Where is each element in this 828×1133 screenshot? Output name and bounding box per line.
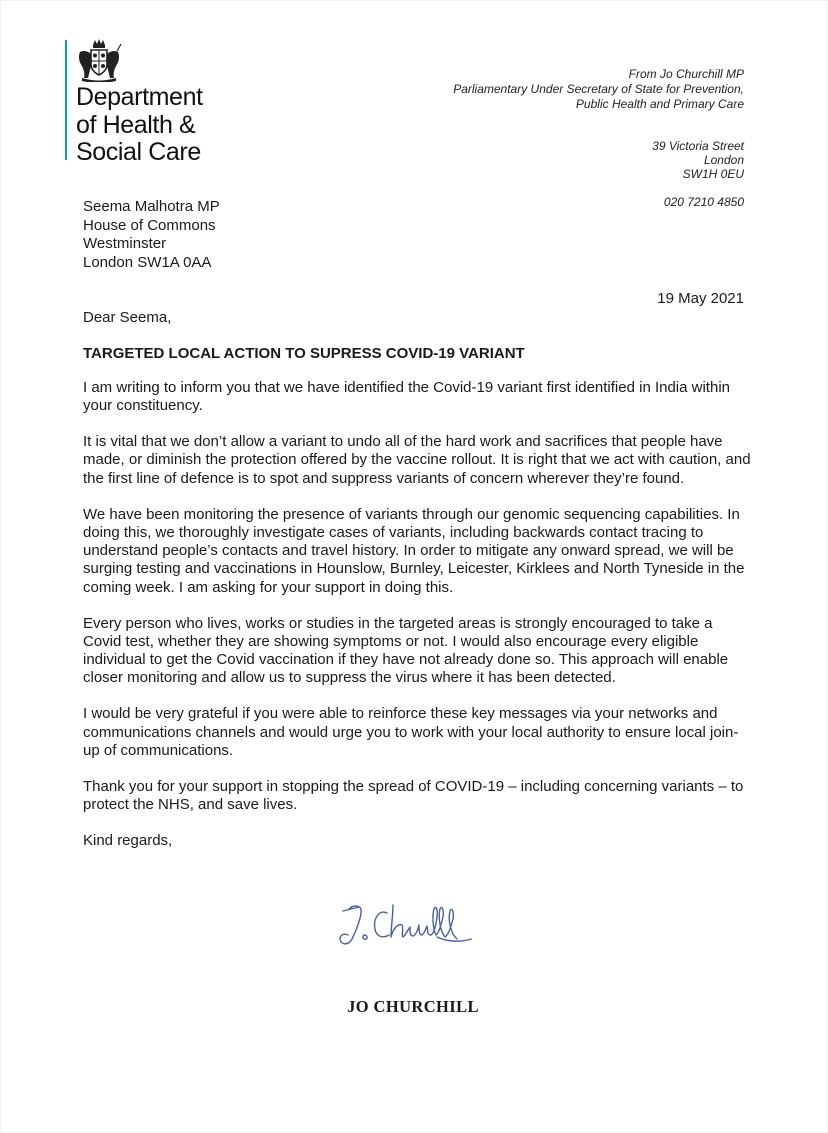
recipient-line: Westminster [83, 235, 167, 252]
salutation: Dear Seema, [83, 309, 172, 326]
letter-body [83, 309, 753, 868]
body-paragraph: I would be very grateful if you were able to reinforce these key messages via your networks and communications channels and would urge you to work with your local authority to ensure local join-up of communications. [83, 705, 739, 759]
sender-from: From Jo Churchill MP [628, 67, 744, 81]
department-name-line: of Health & [76, 110, 196, 139]
sender-address-line: 39 Victoria Street [652, 139, 744, 153]
recipient-line: House of Commons [83, 216, 216, 234]
department-name [76, 84, 276, 167]
letter-date: 19 May 2021 [657, 290, 744, 307]
letter-subject: TARGETED LOCAL ACTION TO SUPRESS COVID-19 VARIANT [83, 344, 525, 362]
body-paragraph: I am writing to inform you that we have identified the Covid-19 variant first identified in India within your constituency. [83, 379, 730, 415]
body-paragraph: Every person who lives, works or studies in the targeted areas is strongly encouraged to take a Covid test, whether they are showing symptoms or not. I would also encourage every eligible individual to get the Covid vaccination if they have not already done so. This approach will enable closer monitoring and allow us to suppress the virus where it has been detected. [83, 614, 729, 687]
recipient-line: Seema Malhotra MP [83, 198, 220, 215]
closing: Kind regards, [83, 831, 173, 849]
sender-title-line-2: Public Health and Primary Care [575, 97, 744, 111]
sender-address-line: London [703, 153, 744, 167]
body-paragraph: It is vital that we don’t allow a variant to undo all of the hard work and sacrifices that people have made, or diminish the protection offered by the vaccine rollout. It is right that we act with caution, and the first line of defence is to spot and suppress variants of concern wherever they’re found. [83, 433, 751, 487]
sender-title-line-1: Parliamentary Under Secretary of State for Prevention, [453, 82, 744, 96]
sender-address-line: SW1H 0EU [682, 167, 744, 181]
handwritten-signature [335, 895, 485, 955]
signatory-name: JO CHURCHILL [347, 997, 479, 1016]
department-name-line: Department [76, 83, 203, 111]
recipient-line: London SW1A 0AA [83, 253, 212, 271]
department-name-line: Social Care [76, 138, 201, 166]
royal-coat-of-arms-icon [76, 38, 122, 82]
letterhead-accent-rule [65, 40, 67, 160]
sender-block [384, 67, 744, 112]
sender-address [544, 139, 744, 181]
sender-phone: 020 7210 4850 [663, 195, 744, 209]
body-paragraph: We have been monitoring the presence of variants through our genomic sequencing capabilities. In doing this, we thoroughly investigate cases of variants, including backwards contact tracing to understand people’s contacts and travel history. In order to mitigate any onward spread, we will be surging testing and vaccinations in Hounslow, Burnley, Leicester, Kirklees and North Tyneside in the coming week. I am asking for your support in doing this. [83, 505, 745, 596]
body-paragraph: Thank you for your support in stopping the spread of COVID-19 – including concerning variants – to protect the NHS, and save lives. [83, 777, 744, 813]
recipient-address [83, 198, 383, 272]
